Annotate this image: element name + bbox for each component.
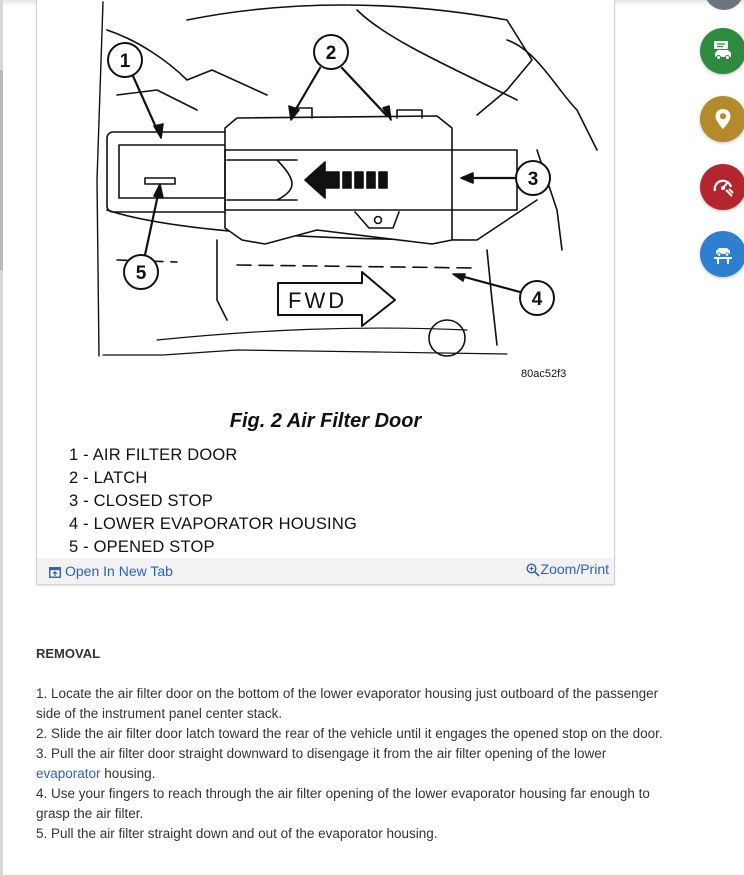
- location-button[interactable]: [700, 96, 744, 142]
- fwd-label: FWD: [288, 288, 348, 313]
- step-text: 1. Locate the air filter door on the bottom of the lower evaporator housing just outboard of the passenger side of the instrument panel center stack.: [36, 686, 659, 721]
- figure-card: [36, 0, 615, 585]
- legend-item: 3 - CLOSED STOP: [69, 492, 213, 510]
- scrollbar[interactable]: [0, 0, 3, 875]
- step-text: 5. Pull the air filter straight down and out of the evaporator housing.: [36, 826, 438, 841]
- legend-item: 5 - OPENED STOP: [69, 538, 215, 556]
- section-title: REMOVAL: [36, 646, 101, 661]
- callout-4: 4: [531, 289, 543, 310]
- removal-steps: [36, 684, 676, 844]
- car-service-button[interactable]: [700, 28, 744, 74]
- zoom-print-label: Zoom/Print: [540, 561, 609, 577]
- car-service-icon: [711, 39, 735, 63]
- callout-2: 2: [325, 43, 337, 64]
- open-in-new-tab-label: Open In New Tab: [65, 563, 173, 579]
- callout-3: 3: [527, 169, 539, 190]
- step-text: 4. Use your fingers to reach through the air filter opening of the lower evaporator housing far enough to grasp the air filter.: [36, 786, 650, 821]
- legend-item: 1 - AIR FILTER DOOR: [69, 446, 238, 464]
- location-pin-icon: [712, 107, 734, 131]
- callout-5: 5: [135, 263, 147, 284]
- legend-item: 2 - LATCH: [69, 469, 148, 487]
- figure-caption: Fig. 2 Air Filter Door: [229, 410, 422, 432]
- open-tab-icon: [49, 567, 61, 578]
- zoom-icon: [526, 563, 540, 577]
- callout-1: 1: [119, 51, 131, 72]
- figure-legend: [69, 444, 357, 559]
- figure-footer: [37, 558, 614, 584]
- image-code: 80ac52f3: [521, 368, 567, 380]
- scrollbar-thumb[interactable]: [0, 70, 3, 270]
- step-text: [36, 744, 676, 784]
- evaporator-link[interactable]: evaporator: [36, 766, 101, 781]
- step-text-part: 3. Pull the air filter door straight downward to disengage it from the air filter opening of the lower: [36, 746, 607, 761]
- vehicle-lift-button[interactable]: [700, 231, 744, 277]
- vehicle-lift-icon: [711, 242, 735, 266]
- step-text: 2. Slide the air filter door latch toward the rear of the vehicle until it engages the opened stop on the door.: [36, 726, 663, 741]
- air-filter-door-diagram: [37, 0, 614, 400]
- legend-item: 4 - LOWER EVAPORATOR HOUSING: [69, 515, 357, 533]
- diagnostics-button[interactable]: [700, 164, 744, 210]
- gauge-icon: [711, 175, 735, 199]
- open-in-new-tab-link[interactable]: [49, 563, 173, 579]
- zoom-print-link[interactable]: [526, 561, 609, 577]
- step-text-tail: housing.: [100, 766, 156, 781]
